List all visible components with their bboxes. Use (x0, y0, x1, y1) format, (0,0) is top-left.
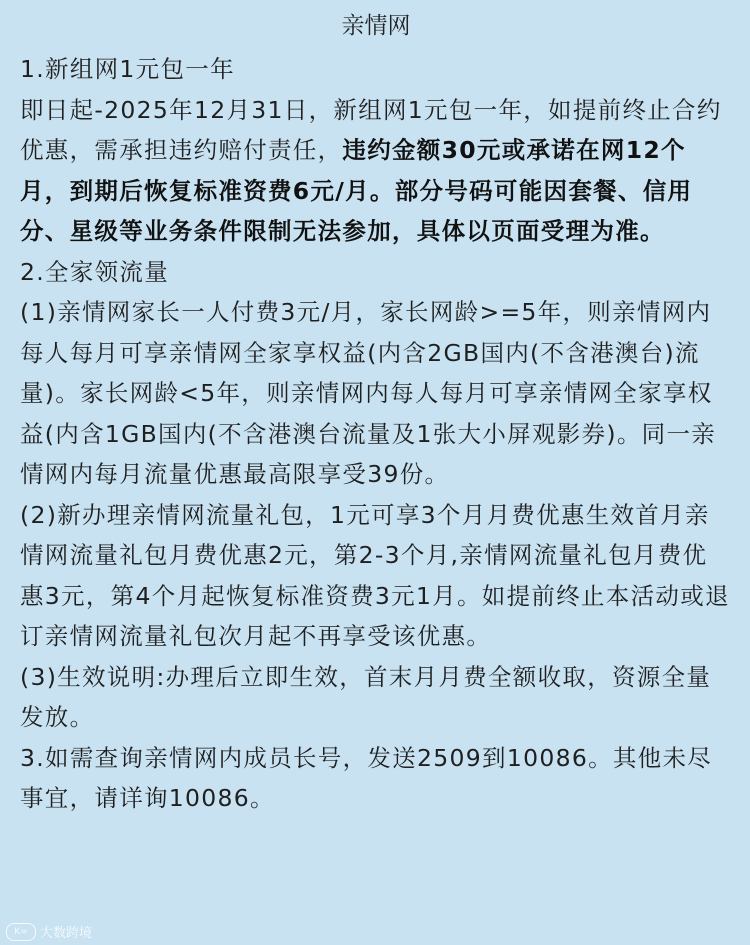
section-2-item-3: (3)生效说明:办理后立即生效，首末月月费全额收取，资源全量发放。 (20, 662, 712, 731)
section-2-item-2: (2)新办理亲情网流量礼包，1元可享3个月月费优惠生效首月亲情网流量礼包月费优惠2元，第2-3个月,亲情网流量礼包月费优惠3元，第4个月起恢复标准资费3元1月。如提前终止本活动或退订亲情网流量礼包次月起不再享受该优惠。 (20, 500, 730, 650)
watermark-logo-icon: K∞ (6, 923, 36, 941)
watermark-text: 大数跨境 (40, 926, 93, 941)
section-1-body-bold: 违约金额30元或承诺在网12个月，到期后恢复标准资费6元/月。部分号码可能因套餐、信用分、星级等业务条件限制无法参加，具体以页面受理为准。 (20, 136, 693, 245)
section-2-heading: 2.全家领流量 (20, 257, 170, 286)
section-2-item-1: (1)亲情网家长一人付费3元/月，家长网龄>=5年，则亲情网内每人每月可享亲情网全家享权益(内含2GB国内(不含港澳台)流量)。家长网龄<5年，则亲情网内每人每月可享亲情网全家享权益(内含1GB国内(不含港澳台流量及1张大小屏观影券)。同一亲情网内每月流量优惠最高限享受39份。 (20, 298, 717, 488)
page-title: 亲情网 (341, 13, 411, 39)
section-1-body-normal: 即日起-2025年12月31日，新组网1元包一年，如提前终止合约优惠，需承担违约赔付责任， (20, 95, 722, 164)
watermark (6, 922, 92, 941)
section-3-text: 3.如需查询亲情网内成员长号，发送2509到10086。其他未尽事宜，请详询10086。 (20, 743, 713, 812)
section-1-heading: 1.新组网1元包一年 (20, 55, 235, 83)
content-page (20, 8, 732, 819)
section-1-body (20, 90, 732, 252)
